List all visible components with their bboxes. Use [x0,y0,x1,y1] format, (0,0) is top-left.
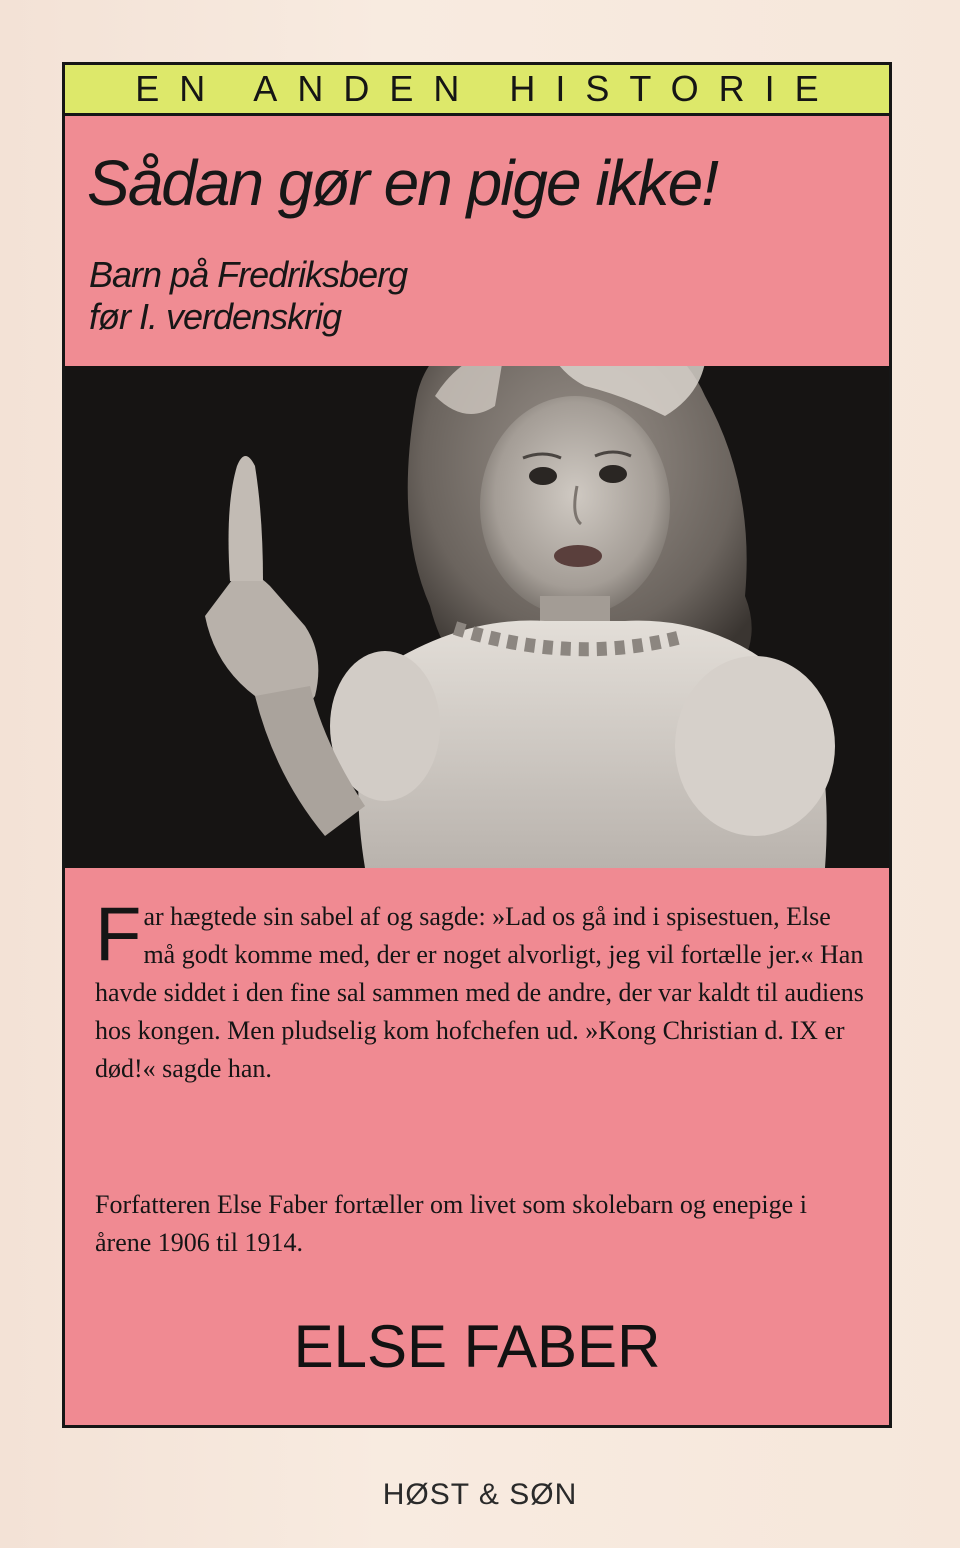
book-title: Sådan gør en pige ikke! [87,147,717,219]
excerpt-text: ar hægtede sin sabel af og sagde: »Lad os gå ind i spisestuen, Else må godt komme med, der er noget alvorligt, jeg vil fortælle jer.« Han havde siddet i den fine sal sammen med de andre, der var kaldt til audiens hos kongen. Men pludselig kom hofchefen ud. »Kong Christian d. IX er død!« sagde han. [95,902,864,1083]
cover-photo [62,366,892,868]
girl-portrait-image [65,366,889,868]
series-name: EN ANDEN HISTORIE [135,68,839,109]
description-panel [62,868,892,1428]
publisher-name: HØST & SØN [382,1478,578,1511]
drop-cap: F [95,892,142,977]
book-subtitle-line-2: før I. verdenskrig [89,296,342,337]
author-name: ELSE FABER [293,1313,661,1380]
title-panel [62,116,892,366]
book-subtitle-line-1: Barn på Fredriksberg [89,254,408,295]
excerpt-paragraph [95,892,865,1088]
author-blurb: Forfatteren Else Faber fortæller om livet som skolebarn og enepige i årene 1906 til 1914. [95,1190,807,1257]
series-band [62,62,892,116]
